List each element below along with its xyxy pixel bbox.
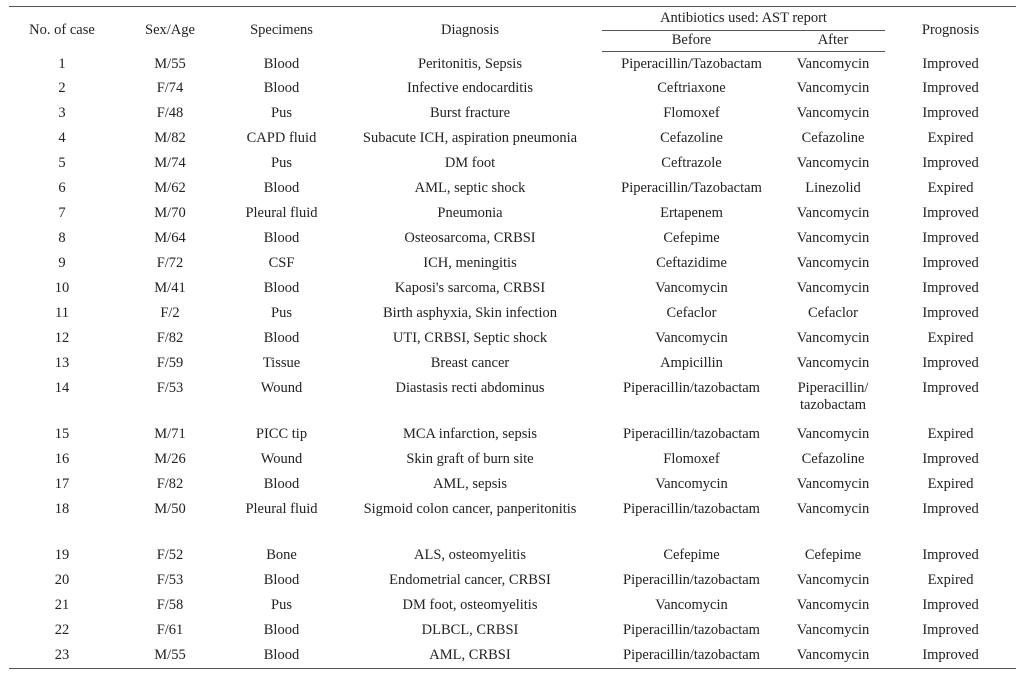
cell-no: 10 xyxy=(54,279,70,296)
table-row xyxy=(9,448,1016,473)
cell-diagnosis: ICH, meningitis xyxy=(423,254,517,271)
table-row xyxy=(9,152,1016,177)
cell-before: Vancomycin xyxy=(655,596,728,613)
cell-after: Vancomycin xyxy=(796,254,870,271)
cell-sexage: M/82 xyxy=(154,129,186,146)
cell-specimen: Blood xyxy=(263,329,300,346)
cell-after: Vancomycin xyxy=(796,596,870,613)
cell-no: 11 xyxy=(55,304,69,321)
cell-prognosis: Improved xyxy=(922,646,979,663)
cell-before: Piperacillin/tazobactam xyxy=(623,621,760,638)
header-prognosis: Prognosis xyxy=(921,22,980,39)
cell-before: Cefepime xyxy=(663,229,720,246)
cell-prognosis: Improved xyxy=(922,500,979,517)
cell-no: 9 xyxy=(58,254,66,271)
cell-no: 2 xyxy=(58,79,66,96)
cell-prognosis: Improved xyxy=(922,79,979,96)
header-case: No. of case xyxy=(29,22,95,39)
cell-no: 16 xyxy=(54,450,70,467)
cell-sexage: M/55 xyxy=(154,646,186,663)
cell-specimen: Blood xyxy=(263,79,300,96)
cell-before: Vancomycin xyxy=(655,279,728,296)
cell-specimen: Blood xyxy=(263,475,300,492)
cell-no: 13 xyxy=(54,354,70,371)
cell-specimen: Pus xyxy=(271,304,292,321)
cell-sexage: F/2 xyxy=(160,304,180,321)
cell-sexage: F/58 xyxy=(156,596,184,613)
cell-diagnosis: Osteosarcoma, CRBSI xyxy=(404,229,536,246)
cell-sexage: M/64 xyxy=(154,229,186,246)
cell-prognosis: Improved xyxy=(922,450,979,467)
cell-after: Vancomycin xyxy=(796,500,870,517)
cell-no: 6 xyxy=(58,179,66,196)
cell-after: Vancomycin xyxy=(796,329,870,346)
cell-no: 17 xyxy=(54,475,70,492)
cell-diagnosis: Pneumonia xyxy=(437,204,503,221)
cell-specimen: Blood xyxy=(263,179,300,196)
cell-prognosis: Improved xyxy=(922,379,979,396)
cell-after: Cefazoline xyxy=(801,450,865,467)
cell-before: Piperacillin/Tazobactam xyxy=(621,56,762,72)
cell-diagnosis: MCA infarction, sepsis xyxy=(402,425,538,442)
cell-sexage: F/53 xyxy=(156,571,184,588)
cell-no: 19 xyxy=(54,546,70,563)
cell-sexage: F/53 xyxy=(156,379,184,396)
cell-sexage: F/52 xyxy=(156,546,184,563)
cell-before: Vancomycin xyxy=(655,475,728,492)
cell-sexage: F/48 xyxy=(156,104,184,121)
cell-prognosis: Improved xyxy=(922,546,979,563)
cell-before: Flomoxef xyxy=(663,104,720,121)
cell-prognosis: Improved xyxy=(922,154,979,171)
table-row xyxy=(9,327,1016,352)
cell-specimen: Pleural fluid xyxy=(245,204,318,221)
cell-diagnosis: Diastasis recti abdominus xyxy=(395,379,545,396)
cell-diagnosis: Peritonitis, Sepsis xyxy=(418,55,522,72)
cell-before: Piperacillin/tazobactam xyxy=(623,379,760,396)
table-row xyxy=(9,423,1016,448)
cell-no: 20 xyxy=(54,571,70,588)
cell-after: Piperacillin/ tazobactam xyxy=(797,379,869,413)
table-row xyxy=(9,252,1016,277)
cell-prognosis: Improved xyxy=(922,596,979,613)
cell-diagnosis: Sigmoid colon cancer, panperitonitis xyxy=(363,500,577,517)
cell-no: 7 xyxy=(58,204,66,221)
cell-before: Cefazoline xyxy=(660,129,723,146)
cell-before: Vancomycin xyxy=(655,329,728,346)
cell-before: Ceftazidime xyxy=(656,254,727,271)
header-before: Before xyxy=(602,31,781,52)
cell-diagnosis: Burst fracture xyxy=(429,104,511,121)
cell-after: Vancomycin xyxy=(796,154,870,171)
cell-after: Cefaclor xyxy=(808,304,858,321)
cell-diagnosis: UTI, CRBSI, Septic shock xyxy=(392,329,548,346)
cell-diagnosis: ALS, osteomyelitis xyxy=(414,546,526,563)
cell-after: Vancomycin xyxy=(796,279,870,296)
cell-no: 23 xyxy=(54,646,70,663)
header-diagnosis: Diagnosis xyxy=(441,22,499,39)
header-antibiotics: Antibiotics used: AST report xyxy=(602,7,885,31)
header-after: After xyxy=(781,31,885,52)
table-row xyxy=(9,227,1016,252)
table-row xyxy=(9,544,1016,569)
cell-before: Ertapenem xyxy=(660,204,723,221)
cell-after: Vancomycin xyxy=(796,571,870,588)
cell-before: Ceftriaxone xyxy=(657,79,726,96)
cell-prognosis: Improved xyxy=(922,55,979,72)
table-row xyxy=(9,569,1016,594)
table-container xyxy=(9,6,1016,669)
cell-prognosis: Expired xyxy=(927,179,974,196)
cell-after: Vancomycin xyxy=(796,475,870,492)
cell-sexage: F/74 xyxy=(156,79,184,96)
cell-sexage: M/26 xyxy=(154,450,186,467)
cell-no: 14 xyxy=(54,379,70,396)
cell-specimen: Blood xyxy=(263,646,300,663)
cell-sexage: F/72 xyxy=(156,254,184,271)
table-header xyxy=(9,7,1016,52)
cell-before: Ceftrazole xyxy=(661,154,722,171)
cell-diagnosis: Infective endocarditis xyxy=(406,79,533,96)
cell-before: Cefaclor xyxy=(666,304,717,321)
cell-specimen: Blood xyxy=(263,55,300,72)
cell-sexage: F/61 xyxy=(156,621,184,638)
cell-no: 22 xyxy=(54,621,70,638)
cell-sexage: M/55 xyxy=(154,55,186,72)
cell-before: Piperacillin/tazobactam xyxy=(623,425,760,442)
cell-no: 15 xyxy=(54,425,70,442)
table-row xyxy=(9,473,1016,498)
header-sexage: Sex/Age xyxy=(145,22,195,39)
cell-specimen: PICC tip xyxy=(255,425,308,442)
cell-diagnosis: DM foot xyxy=(444,154,496,171)
cell-sexage: M/71 xyxy=(154,425,186,442)
table-row xyxy=(9,277,1016,302)
cell-diagnosis: Breast cancer xyxy=(430,354,510,371)
cell-after: Vancomycin xyxy=(796,104,870,121)
cell-before: Piperacillin/tazobactam xyxy=(623,646,760,663)
cell-prognosis: Expired xyxy=(927,425,974,442)
cell-sexage: F/59 xyxy=(156,354,184,371)
cell-after: Vancomycin xyxy=(796,354,870,371)
cell-specimen: Blood xyxy=(263,621,300,638)
cell-after: Linezolid xyxy=(805,179,861,196)
cell-prognosis: Expired xyxy=(927,571,974,588)
cell-prognosis: Improved xyxy=(922,229,979,246)
cell-before: Piperacillin/tazobactam xyxy=(623,571,760,588)
cell-specimen: Pus xyxy=(271,154,292,171)
table-row xyxy=(9,644,1016,669)
cell-no: 18 xyxy=(54,500,70,517)
cell-specimen: Blood xyxy=(263,229,300,246)
table-row xyxy=(9,498,1016,544)
cell-prognosis: Improved xyxy=(922,204,979,221)
cell-after: Vancomycin xyxy=(796,204,870,221)
cell-no: 12 xyxy=(54,329,70,346)
cell-diagnosis: AML, sepsis xyxy=(432,475,508,492)
cell-no: 5 xyxy=(58,154,66,171)
cell-prognosis: Improved xyxy=(922,104,979,121)
table-row xyxy=(9,177,1016,202)
cell-after: Vancomycin xyxy=(796,56,870,72)
cell-after: Vancomycin xyxy=(796,646,870,663)
cell-after: Vancomycin xyxy=(796,621,870,638)
cell-specimen: CSF xyxy=(268,254,295,271)
cell-prognosis: Improved xyxy=(922,621,979,638)
cell-specimen: Tissue xyxy=(262,354,301,371)
cell-after: Cefepime xyxy=(804,546,862,563)
cell-sexage: M/62 xyxy=(154,179,186,196)
cell-specimen: Pus xyxy=(271,104,292,121)
table-row xyxy=(9,594,1016,619)
cell-before: Piperacillin/tazobactam xyxy=(623,500,760,517)
cell-diagnosis: AML, CRBSI xyxy=(429,646,511,663)
cell-sexage: F/82 xyxy=(156,329,184,346)
cell-diagnosis: DLBCL, CRBSI xyxy=(421,621,519,638)
cell-specimen: Blood xyxy=(263,279,300,296)
cell-before: Cefepime xyxy=(663,546,720,563)
cell-before: Flomoxef xyxy=(663,450,720,467)
cell-specimen: Blood xyxy=(263,571,300,588)
cell-no: 8 xyxy=(58,229,66,246)
cell-no: 4 xyxy=(58,129,66,146)
cell-prognosis: Expired xyxy=(927,129,974,146)
case-table xyxy=(9,6,1016,669)
cell-before: Ampicillin xyxy=(660,354,723,371)
cell-specimen: Pleural fluid xyxy=(245,500,318,517)
cell-before: Piperacillin/Tazobactam xyxy=(621,179,762,196)
cell-diagnosis: Skin graft of burn site xyxy=(406,450,534,467)
table-row xyxy=(9,202,1016,227)
cell-diagnosis: Endometrial cancer, CRBSI xyxy=(389,571,551,588)
table-body xyxy=(9,52,1016,669)
cell-diagnosis: DM foot, osteomyelitis xyxy=(402,596,538,613)
cell-diagnosis: Birth asphyxia, Skin infection xyxy=(383,304,557,321)
cell-prognosis: Improved xyxy=(922,279,979,296)
cell-specimen: Wound xyxy=(260,379,303,396)
table-row xyxy=(9,52,1016,77)
cell-sexage: M/70 xyxy=(154,204,186,221)
table-row xyxy=(9,77,1016,102)
cell-specimen: Wound xyxy=(260,450,303,467)
cell-after: Vancomycin xyxy=(796,425,870,442)
cell-diagnosis: Subacute ICH, aspiration pneumonia xyxy=(362,129,578,146)
table-row xyxy=(9,377,1016,423)
cell-specimen: Bone xyxy=(266,546,297,563)
table-row xyxy=(9,619,1016,644)
cell-sexage: M/41 xyxy=(154,279,186,296)
header-specimens: Specimens xyxy=(250,22,313,39)
cell-specimen: Pus xyxy=(271,596,292,613)
cell-prognosis: Expired xyxy=(927,329,974,346)
cell-after: Vancomycin xyxy=(796,79,870,96)
cell-sexage: F/82 xyxy=(156,475,184,492)
table-row xyxy=(9,127,1016,152)
table-row xyxy=(9,102,1016,127)
cell-no: 1 xyxy=(58,55,66,72)
cell-no: 21 xyxy=(54,596,70,613)
cell-diagnosis: Kaposi's sarcoma, CRBSI xyxy=(394,279,546,296)
table-row xyxy=(9,352,1016,377)
cell-after: Cefazoline xyxy=(801,129,865,146)
cell-prognosis: Improved xyxy=(922,354,979,371)
cell-prognosis: Improved xyxy=(922,254,979,271)
cell-diagnosis: AML, septic shock xyxy=(414,179,526,196)
cell-after: Vancomycin xyxy=(796,229,870,246)
cell-prognosis: Expired xyxy=(927,475,974,492)
cell-no: 3 xyxy=(58,104,66,121)
cell-sexage: M/50 xyxy=(154,500,186,517)
table-row xyxy=(9,302,1016,327)
cell-prognosis: Improved xyxy=(922,304,979,321)
cell-sexage: M/74 xyxy=(154,154,186,171)
cell-specimen: CAPD fluid xyxy=(246,129,317,146)
